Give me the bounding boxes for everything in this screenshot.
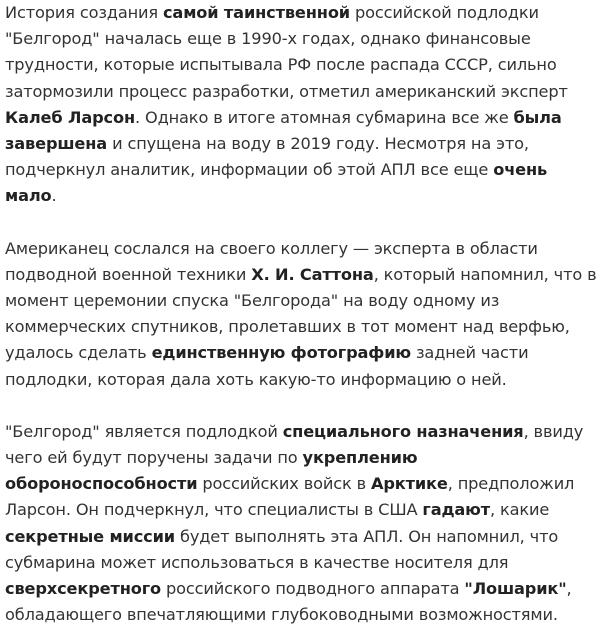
text-run: . <box>51 186 57 206</box>
bold-text: была завершена <box>5 107 562 154</box>
bold-text: "Лошарик" <box>464 579 567 599</box>
bold-text: укреплению обороноспособности <box>5 448 418 494</box>
bold-text: Х. И. Саттона <box>251 264 374 284</box>
text-run: российской подлодки "Белгород" началась еще в 1990-х годах, однако финансовые трудности, которые испытывала РФ после распада СССР, сильно затормозили процесс разработки, отметил американский эксперт <box>5 3 568 101</box>
text-run: История создания <box>5 3 163 22</box>
bold-text: сверхсекретного <box>5 579 161 599</box>
bold-text: гадают <box>422 500 491 520</box>
paragraph <box>5 419 600 628</box>
text-run: , который напомнил, что в момент церемонии спуска "Белгорода" на воду одному из коммерческих спутников, пролетавших в тот момент над верфью, удалось сделать <box>5 264 597 363</box>
text-run: . Однако в итоге атомная субмарина все же <box>134 107 514 127</box>
bold-text: Калеб Ларсон <box>5 107 135 127</box>
text-run: "Белгород" является подлодкой <box>5 421 283 441</box>
bold-text: самой таинственной <box>162 3 350 22</box>
bold-text: секретные миссии <box>5 526 175 546</box>
text-run: будет выполнять эта АПЛ. Он напомнил, что субмарина может использоваться в качестве носителя для <box>5 526 559 572</box>
text-run: , обладающего впечатляющими глубоководными возможностями. <box>5 579 572 625</box>
bold-text: единственную фотографию <box>151 343 411 363</box>
text-run: и спущена на воду в 2019 году. Несмотря на это, подчеркнул аналитик, информации об этой АПЛ все еще <box>5 134 529 180</box>
text-run: , какие <box>490 500 550 520</box>
text-run: задней части подлодки, которая дала хоть какую-то информацию о ней. <box>5 343 529 389</box>
bold-text: Арктике <box>370 474 448 494</box>
bold-text: специального назначения <box>282 421 524 441</box>
text-run: российского подводного аппарата <box>161 579 465 599</box>
text-run: Американец сослался на своего коллегу — эксперта в области подводной военной техники <box>5 238 538 284</box>
bold-text: очень мало <box>5 160 548 206</box>
paragraph <box>5 0 600 210</box>
text-run: , предположил Ларсон. Он подчеркнул, что специалисты в США <box>5 474 575 520</box>
text-run: российских войск в <box>197 474 371 494</box>
paragraph <box>5 236 600 393</box>
text-run: , ввиду чего ей будут поручены задачи по <box>5 421 584 468</box>
